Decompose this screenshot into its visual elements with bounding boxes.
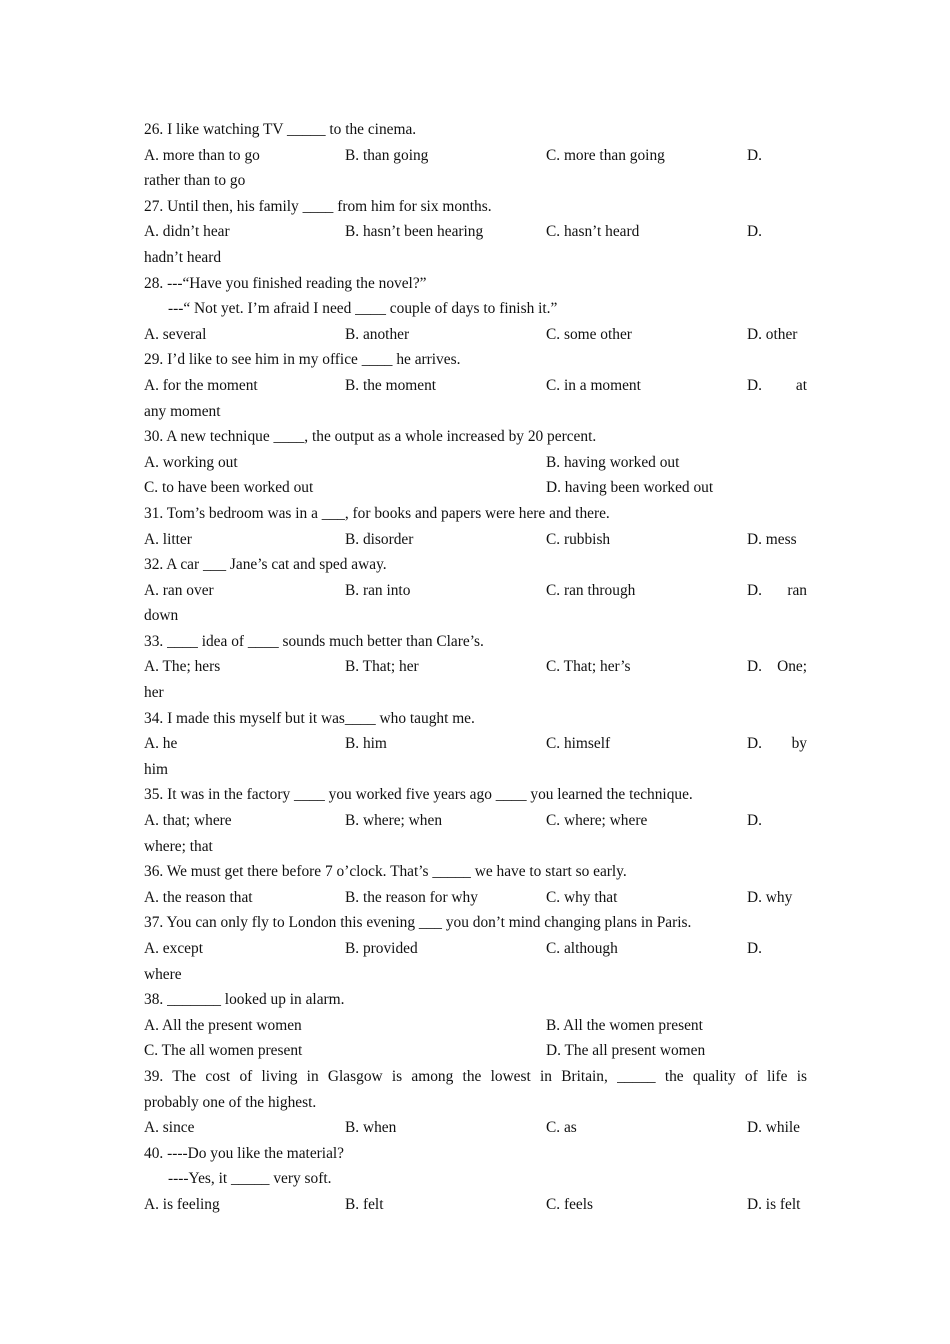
option-a: A. except xyxy=(144,940,203,957)
option-c: C. where; where xyxy=(546,812,648,830)
option-d-wrap: down xyxy=(144,607,179,625)
option-d-text: ran xyxy=(787,581,807,599)
option-a: A. ran over xyxy=(144,581,214,599)
option-d-wrap: where xyxy=(144,965,182,983)
option-d-letter: D. xyxy=(747,735,762,753)
option-d: D. xyxy=(747,812,762,830)
option-row xyxy=(144,731,807,757)
question-stem: 30. A new technique ____, the output as a whole increased by 20 percent. xyxy=(144,428,597,446)
question-stem: 39. The cost of living in Glasgow is among the lowest in Britain, _____ the quality of life is xyxy=(144,1067,807,1085)
option-d-wrap: hadn’t heard xyxy=(144,248,222,266)
option-row xyxy=(144,1115,807,1141)
option-d-wrap: where; that xyxy=(144,837,213,855)
option-a: A. didn’t hear xyxy=(144,223,230,241)
option-a: A. he xyxy=(144,735,178,753)
option-c: C. hasn’t heard xyxy=(546,223,640,241)
question-stem: 28. ---“Have you finished reading the novel?” xyxy=(144,274,427,292)
option-row xyxy=(144,578,807,604)
option-row xyxy=(144,885,807,911)
option-c: C. why that xyxy=(546,888,618,906)
option-a: A. since xyxy=(144,1119,195,1137)
option-c: C. some other xyxy=(546,325,632,343)
option-b: B. having worked out xyxy=(546,453,680,471)
option-b: B. provided xyxy=(345,940,418,957)
option-a: A. is feeling xyxy=(144,1195,220,1213)
question-stem-line-2: probably one of the highest. xyxy=(144,1093,317,1111)
option-row xyxy=(144,1013,807,1039)
option-d: D. mess xyxy=(747,530,797,548)
option-row xyxy=(144,475,807,501)
option-b: B. than going xyxy=(345,146,429,164)
option-d: D. is felt xyxy=(747,1195,801,1213)
option-d-letter: D. xyxy=(747,581,762,599)
option-d-wrap: any moment xyxy=(144,402,221,420)
option-row xyxy=(144,808,807,834)
option-a: A. All the present women xyxy=(144,1016,302,1034)
option-c: C. to have been worked out xyxy=(144,479,314,497)
option-d: D. having been worked out xyxy=(546,479,714,497)
option-row xyxy=(144,654,807,680)
question-stem-line-2: ---“ Not yet. I’m afraid I need ____ couple of days to finish it.” xyxy=(168,300,558,318)
option-c: C. more than going xyxy=(546,146,665,164)
question-stem: 26. I like watching TV _____ to the cinema. xyxy=(144,121,417,138)
option-a: A. for the moment xyxy=(144,376,258,394)
exam-page xyxy=(144,117,807,1218)
option-b: B. ran into xyxy=(345,581,411,599)
option-row xyxy=(144,527,807,553)
option-d: D. The all present women xyxy=(546,1042,706,1060)
option-a: A. working out xyxy=(144,453,238,471)
option-c: C. himself xyxy=(546,735,611,753)
option-b: B. hasn’t been hearing xyxy=(345,223,484,241)
question-stem: 33. ____ idea of ____ sounds much better than Clare’s. xyxy=(144,632,484,650)
question-stem: 34. I made this myself but it was____ who taught me. xyxy=(144,709,475,727)
option-row xyxy=(144,143,807,169)
option-d: D. while xyxy=(747,1119,801,1137)
question-stem: 31. Tom’s bedroom was in a ___, for books and papers were here and there. xyxy=(144,504,610,522)
option-d-text: by xyxy=(791,735,807,753)
option-d-wrap: rather than to go xyxy=(144,172,246,190)
option-d xyxy=(747,654,807,680)
option-b: B. where; when xyxy=(345,812,443,830)
option-row xyxy=(144,373,807,399)
question-stem-line-2: ----Yes, it _____ very soft. xyxy=(168,1170,332,1188)
option-b: B. the reason for why xyxy=(345,888,478,906)
option-b: B. him xyxy=(345,735,387,753)
option-b: B. All the women present xyxy=(546,1016,703,1034)
option-b: B. disorder xyxy=(345,530,414,548)
option-d: D. xyxy=(747,146,762,164)
question-stem: 35. It was in the factory ____ you worked five years ago ____ you learned the technique. xyxy=(144,786,693,804)
option-c: C. That; her’s xyxy=(546,658,631,676)
option-row xyxy=(144,936,807,962)
option-c: C. The all women present xyxy=(144,1042,303,1060)
option-a: A. several xyxy=(144,325,207,343)
option-c: C. ran through xyxy=(546,581,636,599)
option-row xyxy=(144,322,807,348)
option-d-wrap: him xyxy=(144,760,168,778)
option-d xyxy=(747,578,807,604)
option-b: B. felt xyxy=(345,1195,384,1213)
option-row xyxy=(144,450,807,476)
option-d-letter: D. xyxy=(747,376,762,394)
option-row xyxy=(144,1038,807,1064)
option-a: A. that; where xyxy=(144,812,232,830)
option-b: B. the moment xyxy=(345,376,437,394)
option-d-letter: D. xyxy=(747,658,762,676)
option-c: C. although xyxy=(546,940,618,957)
option-d xyxy=(747,373,807,399)
question-stem: 37. You can only fly to London this evening ___ you don’t mind changing plans in Paris. xyxy=(144,914,692,932)
option-c: C. in a moment xyxy=(546,376,641,394)
option-d xyxy=(747,731,807,757)
option-row xyxy=(144,1192,807,1218)
question-stem: 32. A car ___ Jane’s cat and sped away. xyxy=(144,556,387,574)
option-d-text: at xyxy=(795,376,807,394)
question-stem: 40. ----Do you like the material? xyxy=(144,1144,345,1162)
option-b: B. another xyxy=(345,325,410,343)
option-c: C. rubbish xyxy=(546,530,611,548)
option-row xyxy=(144,219,807,245)
question-stem: 38. _______ looked up in alarm. xyxy=(144,991,345,1009)
option-a: A. more than to go xyxy=(144,146,260,164)
option-a: A. the reason that xyxy=(144,888,253,906)
option-c: C. feels xyxy=(546,1195,594,1213)
question-stem: 36. We must get there before 7 o’clock. That’s _____ we have to start so early. xyxy=(144,863,627,881)
question-stem: 29. I’d like to see him in my office ____ he arrives. xyxy=(144,351,461,369)
option-a: A. litter xyxy=(144,530,192,548)
option-d: D. xyxy=(747,223,762,241)
question-stem: 27. Until then, his family ____ from him for six months. xyxy=(144,197,492,215)
option-d-text: One; xyxy=(777,658,807,676)
option-d-wrap: her xyxy=(144,684,164,702)
option-b: B. That; her xyxy=(345,658,419,676)
option-a: A. The; hers xyxy=(144,658,221,676)
option-d: D. why xyxy=(747,888,793,906)
option-c: C. as xyxy=(546,1119,577,1137)
option-b: B. when xyxy=(345,1119,397,1137)
option-d: D. other xyxy=(747,325,798,343)
option-d: D. xyxy=(747,940,762,957)
